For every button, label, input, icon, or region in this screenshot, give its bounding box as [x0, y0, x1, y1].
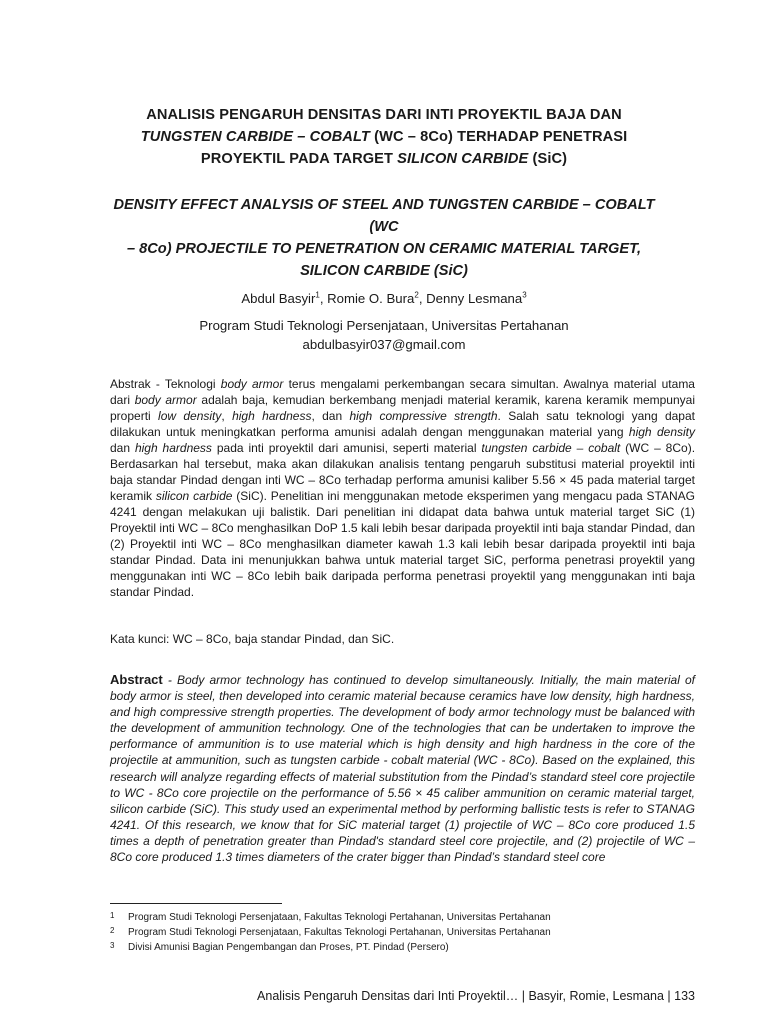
footnote-text: Divisi Amunisi Bagian Pengembangan dan Proses, PT. Pindad (Persero): [128, 942, 449, 953]
abstrak-italic: high density: [628, 425, 695, 439]
title-id-line-3-end: (SiC): [528, 151, 568, 167]
abstrak-text: Abstrak - Teknologi: [110, 377, 221, 391]
abstrak-italic: tungsten carbide – cobalt: [481, 441, 621, 455]
footnote-number: 3: [110, 941, 115, 950]
abstract-indonesian: [110, 376, 695, 600]
title-id-line-2: [110, 126, 658, 148]
title-id-line-2-rest: (WC – 8Co) TERHADAP PENETRASI: [369, 129, 628, 145]
abstrak-text: ,: [221, 409, 233, 423]
author-list: [110, 290, 658, 308]
title-english: [112, 194, 656, 282]
footnote-text: Program Studi Teknologi Persenjataan, Fakultas Teknologi Pertahanan, Universitas Pertahanan: [128, 912, 551, 923]
abstrak-text: adalah baja, kemudian berkembang menjadi material keramik, karena keramik mempunyai properti: [110, 393, 695, 423]
author-1: Abdul Basyir: [241, 291, 316, 306]
title-id-line-3-italic: SILICON CARBIDE: [397, 151, 529, 167]
author-2-mark: 2: [414, 290, 419, 300]
abstrak-text: . Salah satu teknologi yang dapat dilakukan untuk meningkatkan performa amunisi adalah dengan menggunakan material yang: [110, 409, 695, 439]
footnote: [110, 940, 695, 955]
abstrak-italic: high hardness: [134, 441, 212, 455]
author-email[interactable]: abdulbasyir037@gmail.com: [302, 337, 466, 352]
keywords: Kata kunci: WC – 8Co, baja standar Pindad, dan SiC.: [110, 632, 395, 646]
title-id-line-1: ANALISIS PENGARUH DENSITAS DARI INTI PROYEKTIL BAJA DAN: [146, 107, 622, 123]
abstrak-text: terus mengalami perkembangan secara simultan. Awalnya material utama dari: [110, 377, 695, 407]
footnote: [110, 925, 695, 940]
title-id-line-3: [110, 148, 658, 170]
abstrak-text: dan: [110, 441, 135, 455]
author-1-mark: 1: [315, 290, 320, 300]
abstrak-italic: body armor: [134, 393, 197, 407]
abstrak-italic: high hardness: [232, 409, 312, 423]
title-en-line-2: – 8Co) PROJECTILE TO PENETRATION ON CERAMIC MATERIAL TARGET,: [126, 241, 642, 257]
abstrak-italic: silicon carbide: [155, 489, 233, 503]
footnote-rule: [110, 903, 282, 904]
abstrak-text: (SiC). Penelitian ini menggunakan metode eksperimen yang mengacu pada STANAG 4241 dengan melakukan uji balistik. Dari penelitian ini didapat data bahwa untuk material target SiC (1) Proyektil inti WC – 8Co menghasilkan DoP 1.5 kali lebih besar daripada proyektil inti baja standar Pindad, dan (2) Proyektil inti WC – 8Co menghasilkan diameter kawah 1.3 kali lebih besar daripada proyektil inti baja standar Pindad. Data ini menunjukkan bahwa untuk material target SiC, performa penetrasi proyektil yang menggunakan inti WC – 8Co lebih baik daripada performa penetrasi proyektil yang menggunakan inti baja standar Pindad.: [110, 489, 696, 599]
affiliation: [110, 316, 658, 354]
abstrak-italic: high compressive strength: [349, 409, 498, 423]
title-id-line-3-start: PROYEKTIL PADA TARGET: [200, 151, 398, 167]
title-en-line-3: SILICON CARBIDE (SiC): [300, 263, 468, 279]
title-id-italic-term: TUNGSTEN CARBIDE – COBALT: [140, 129, 370, 145]
author-2: , Romie O. Bura: [319, 291, 415, 306]
abstrak-text: pada inti proyektil dari amunisi, seperti material: [211, 441, 482, 455]
footnote-number: 1: [110, 911, 115, 920]
affiliation-program: Program Studi Teknologi Persenjataan, Universitas Pertahanan: [199, 318, 569, 333]
author-3-mark: 3: [522, 290, 527, 300]
footnote: [110, 910, 695, 925]
footnote-text: Program Studi Teknologi Persenjataan, Fakultas Teknologi Pertahanan, Universitas Pertahanan: [128, 927, 551, 938]
abstrak-text: (WC – 8Co). Berdasarkan hal tersebut, maka akan dilakukan analisis tentang pengaruh substitusi material proyektil inti baja standar Pindad dengan inti WC – 8Co terhadap performa amunisi kaliber 5.56 × 45 pada material target keramik: [110, 441, 696, 503]
abstrak-text: , dan: [311, 409, 350, 423]
title-indonesian: [110, 104, 658, 170]
abstract-english: [110, 672, 695, 865]
abstract-body: - Body armor technology has continued to develop simultaneously. Initially, the main material of body armor is steel, then developed into ceramic material because ceramics have low density, high hardness, and high compressive strength properties. The development of body armor technology must be balanced with the development of ammunition technology. One of the technologies that can be undertaken to improve the performance of ammunition is to use material which is high density and high hardness in the core of the projectile at ammunition, such as tungsten carbide - cobalt material (WC - 8Co). Based on the explained, this research will analyze regarding effects of material substitution from the Pindad’s standard steel core projectile to WC - 8Co core projectile on the performance of 5.56 × 45 caliber ammunition on ceramic material target, silicon carbide (SiC). This study used an experimental method by performing ballistic tests is refer to STANAG 4241. Of this research, we know that for SiC material target (1) projectile of WC – 8Co core produced 1.5 times a depth of penetration greater than Pindad's standard steel core projectile, and (2) projectile of WC – 8Co core produced 1.3 times diameters of the crater bigger than Pindad’s standard steel core: [110, 673, 695, 865]
page-footer: Analisis Pengaruh Densitas dari Inti Proyektil… | Basyir, Romie, Lesmana | 133: [257, 989, 695, 1003]
author-3: , Denny Lesmana: [418, 291, 523, 306]
title-en-line-1: DENSITY EFFECT ANALYSIS OF STEEL AND TUNGSTEN CARBIDE – COBALT (WC: [113, 197, 655, 235]
footnote-number: 2: [110, 926, 115, 935]
footnotes: [110, 910, 695, 955]
abstrak-italic: low density: [158, 409, 222, 423]
abstract-lead: Abstract: [110, 672, 163, 687]
abstrak-italic: body armor: [220, 377, 284, 391]
